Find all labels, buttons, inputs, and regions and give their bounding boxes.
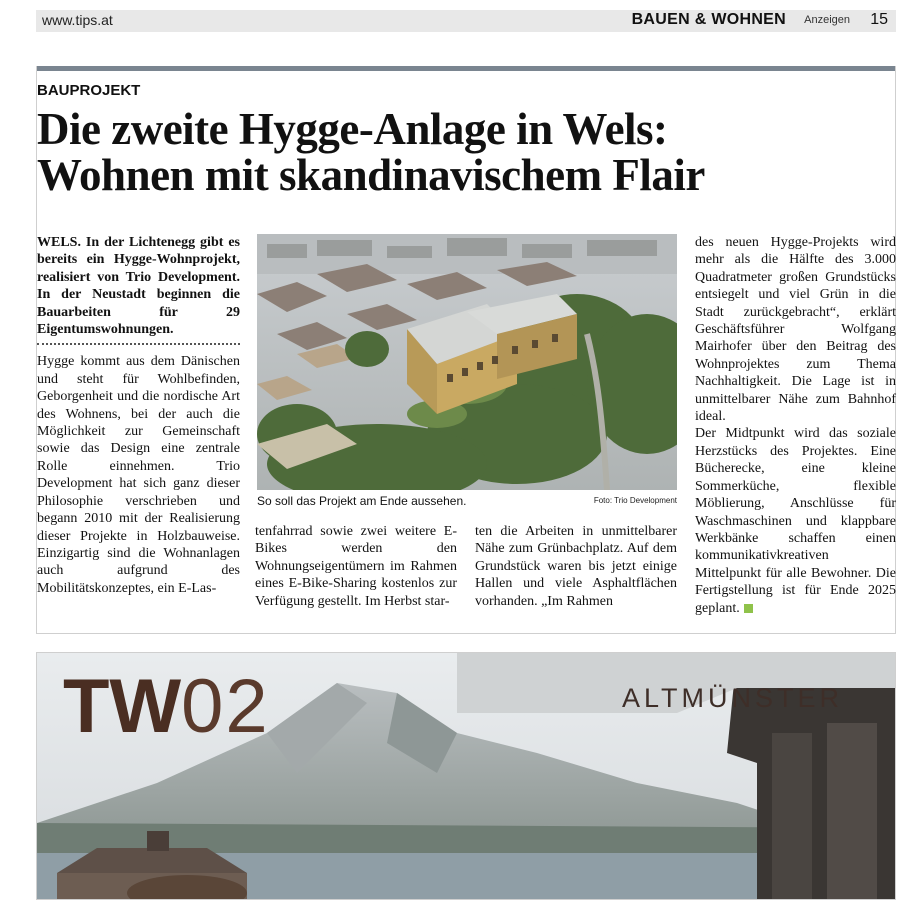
article-column-2 bbox=[255, 523, 457, 610]
photo-caption: So soll das Projekt am Ende aussehen. bbox=[257, 494, 467, 508]
column-4-paragraph-2 bbox=[695, 425, 896, 616]
headline-line-1: Die zweite Hygge-Anlage in Wels: bbox=[37, 104, 668, 154]
ad-label: Anzeigen bbox=[804, 14, 850, 26]
site-url[interactable]: www.tips.at bbox=[42, 12, 113, 28]
brand-bold-part: TW bbox=[63, 664, 182, 749]
brand-light-part: 02 bbox=[181, 664, 270, 749]
article-top-rule bbox=[37, 66, 895, 71]
page-header-bar bbox=[36, 10, 896, 32]
section-title: BAUEN & WOHNEN bbox=[631, 11, 786, 28]
article-column-3 bbox=[475, 523, 677, 610]
article-lead: WELS. In der Lichtenegg gibt es bereits ein Hygge-Wohnprojekt, realisiert von Trio Development. In der Neustadt beginnen die Bauarbeiten für 29 Eigentumswohnungen. bbox=[37, 235, 240, 338]
page-number: 15 bbox=[870, 11, 888, 28]
column-4-paragraph-2-text: Der Midtpunkt wird das soziale Herzstücks des Projektes. Eine Bücherecke, eine kleine Sommerküche, flexible Möblierung, Anschlüsse für Waschmaschinen und klappbare Werkbänke schaffen einen kommunikativkreativen Mittelpunkt für alle Bewohner. Die Fertigstellung ist für Ende 2025 geplant. bbox=[695, 426, 896, 616]
headline-line-2: Wohnen mit skandinavischem Flair bbox=[37, 150, 705, 200]
article-column-4 bbox=[695, 234, 896, 617]
real-estate-advertisement[interactable] bbox=[36, 652, 896, 900]
article-kicker: BAUPROJEKT bbox=[37, 82, 141, 99]
end-of-article-mark bbox=[744, 604, 753, 613]
photo-credit: Foto: Trio Development bbox=[593, 496, 677, 505]
column-4-paragraph-1: des neuen Hygge-Projekts wird mehr als die Hälfte des 3.000 Quadratmeter großen Grundstücks entsiegelt und viel Grün in die Stadt zurückgebracht“, erklärt Geschäftsführer Wolfgang Mairhofer über den Beitrag des Wohnprojektes zum Thema Nachhaltigkeit. Die Lage ist in unmittelbarer Nähe zum Bahnhof ideal. bbox=[695, 235, 896, 425]
column-1-text: Hygge kommt aus dem Dänischen und steht für Wohlbefinden, Geborgenheit und die nordische Art des Wohnens, bei der auch die Möglichkeit zur Gemeinschaft sowie das Design eine zentrale Rolle einnehmen. Trio Development hat sich ganz dieser Philosophie verschrieben und begann 2010 mit der Realisierung dieser Projekte in Holzbauweise. Einzigartig sind die Wohnanlagen auch aufgrund des Mobilitätskonzeptes, ein E-Las- bbox=[37, 354, 240, 596]
column-3-text: ten die Arbeiten in unmittelbarer Nähe zum Grünbachplatz. Auf dem Grundstück waren bis jetzt einige Hallen und viele Asphaltflächen vorhanden. „Im Rahmen bbox=[475, 524, 677, 609]
ad-location: ALTMÜNSTER bbox=[622, 683, 844, 713]
column-2-text: tenfahrrad sowie zwei weitere E-Bikes werden den Wohnungseigentümern im Rahmen eines E-Bike-Sharing kostenlos zur Verfügung gestellt. Im Herbst star- bbox=[255, 524, 457, 609]
aerial-city-photo bbox=[257, 234, 677, 490]
lead-divider bbox=[37, 343, 240, 345]
ad-brand-logo bbox=[63, 664, 270, 749]
article-headline bbox=[37, 106, 895, 198]
article-photo bbox=[257, 234, 677, 490]
article-column-1 bbox=[37, 234, 240, 597]
article bbox=[36, 66, 896, 634]
photo-caption-row bbox=[257, 494, 677, 512]
